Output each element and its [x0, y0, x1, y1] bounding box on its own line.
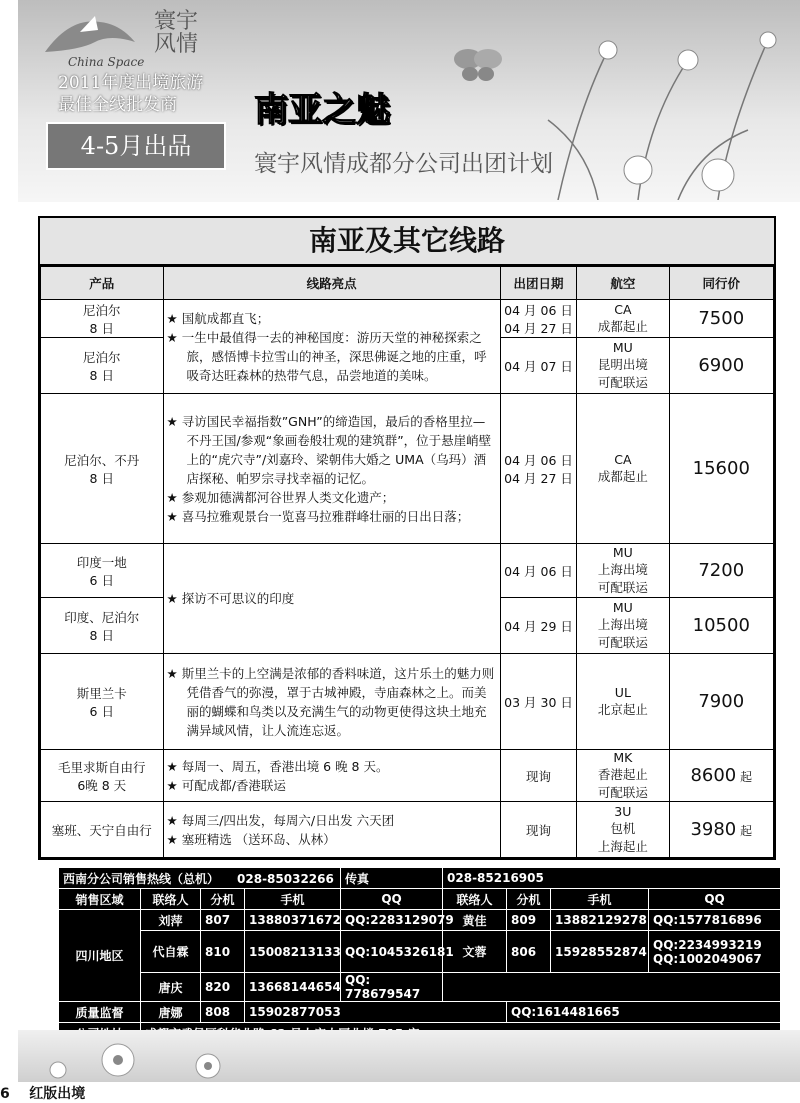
product-cell: 尼泊尔 8 日: [41, 300, 164, 338]
contact-grid: [58, 867, 781, 1044]
highlight-item: ★ 一生中最值得一去的神秘国度：游历天堂的神秘探索之旅，感悟博卡拉雪山的神圣，深思佛诞之地的庄重，呼吸奇达旺森林的热带气息，品尝地道的美味。: [166, 329, 487, 383]
contact-qq: QQ: 778679547: [341, 973, 443, 1002]
price-cell: 15600: [669, 394, 773, 544]
section-title: 南亚及其它线路: [40, 218, 774, 266]
contact-qq: QQ:1614481665: [507, 1002, 781, 1023]
product-cell: 印度、尼泊尔 8 日: [41, 598, 164, 654]
contact-ext: 806: [507, 931, 551, 973]
contact-col: 联络人: [443, 889, 507, 910]
footer-flowers-decoration: [18, 1030, 800, 1082]
qc-row: [59, 1002, 781, 1023]
contact-qq: QQ:2283129079: [341, 910, 443, 931]
contact-name: 代自霖: [141, 931, 201, 973]
contact-qq: QQ:1577816896: [649, 910, 781, 931]
dates-cell: 04 月 06 日: [500, 544, 576, 598]
airline-cell: MK 香港起止 可配联运: [577, 750, 669, 802]
price-cell: 7900: [669, 654, 773, 750]
contact-phone: 15008213133: [245, 931, 341, 973]
dates-cell: 现询: [500, 750, 576, 802]
contact-qq: QQ:1045326181: [341, 931, 443, 973]
dates-cell: 04 月 06 日 04 月 27 日: [500, 394, 576, 544]
dates-cell: 04 月 29 日: [500, 598, 576, 654]
highlights-cell: [163, 394, 500, 544]
contact-ext: 807: [201, 910, 245, 931]
highlight-item: ★ 喜马拉雅观景台一览喜马拉雅群峰壮丽的日出日落；: [166, 508, 470, 524]
price-cell: 6900: [669, 338, 773, 394]
contact-col: QQ: [341, 889, 443, 910]
contact-col: 分机: [201, 889, 245, 910]
dates-cell: 04 月 06 日 04 月 27 日: [500, 300, 576, 338]
col-dates: 出团日期: [500, 267, 576, 300]
airline-cell: MU 上海出境 可配联运: [577, 598, 669, 654]
contact-ext: 808: [201, 1002, 245, 1023]
highlight-item: ★ 参观加德满都河谷世界人类文化遗产；: [166, 489, 395, 505]
airline-cell: 3U 包机 上海起止: [577, 802, 669, 858]
routes-grid: [40, 266, 774, 858]
highlight-item: ★ 斯里兰卡的上空满是浓郁的香料味道，这片乐土的魅力则凭借香气的弥漫，罩于古城神殿，寺庙森林之上。而美丽的蝴蝶和鸟类以及充满生气的动物更使得这块土地充满异域风情，让人流连忘返。: [166, 665, 495, 738]
contact-ext: 810: [201, 931, 245, 973]
routes-table: [38, 216, 776, 860]
contact-phone: 15902877053: [245, 1002, 507, 1023]
region-cell: 四川地区: [59, 910, 141, 1002]
header-banner: [18, 0, 800, 202]
airline-cell: MU 上海出境 可配联运: [577, 544, 669, 598]
col-highlights: 线路亮点: [163, 267, 500, 300]
airline-cell: UL 北京起止: [577, 654, 669, 750]
contact-name: 唐庆: [141, 973, 201, 1002]
contact-phone: 13880371672: [245, 910, 341, 931]
highlight-item: ★ 可配成都/香港联运: [166, 777, 286, 793]
highlight-item: ★ 探访不可思议的印度: [166, 591, 295, 606]
col-price: 同行价: [669, 267, 773, 300]
contact-name: 刘萍: [141, 910, 201, 931]
page-title: 南亚之魅: [254, 90, 390, 130]
logo-chinese: 寰宇风情: [154, 9, 199, 57]
airline-cell: CA 成都起止: [577, 394, 669, 544]
dates-cell: 04 月 07 日: [500, 338, 576, 394]
table-row: [41, 750, 774, 802]
tagline-line-1: 2011年度出境旅游: [58, 73, 204, 93]
contact-col: 销售区域: [59, 889, 141, 910]
product-cell: 印度一地 6 日: [41, 544, 164, 598]
contact-header: [59, 889, 781, 910]
contact-col: 联络人: [141, 889, 201, 910]
qc-label: 质量监督: [59, 1002, 141, 1023]
product-cell: 毛里求斯自由行 6晚 8 天: [41, 750, 164, 802]
highlight-item: ★ 塞班精选 （送环岛、从林）: [166, 831, 336, 847]
contact-col: 手机: [245, 889, 341, 910]
contact-col: 分机: [507, 889, 551, 910]
highlight-item: ★ 每周一、周五，香港出境 6 晚 8 天。: [166, 758, 389, 774]
logo-horse-icon: [40, 12, 140, 56]
hotline-row: [59, 868, 781, 889]
table-row: [41, 300, 774, 338]
contact-qq: QQ:2234993219 QQ:1002049067: [649, 931, 781, 973]
price-cell: 3980 起: [669, 802, 773, 858]
table-row: [41, 394, 774, 544]
highlight-item: ★ 每周三/四出发，每周六/日出发 六天团: [166, 812, 395, 828]
product-cell: 尼泊尔、不丹 8 日: [41, 394, 164, 544]
contact-row: [59, 973, 781, 1002]
hotline-label-visible: 西南分公司销售热线（总机） 028-85032266: [59, 868, 341, 889]
contact-ext: 809: [507, 910, 551, 931]
highlights-cell: [163, 544, 500, 654]
tagline-line-2: 最佳全线批发商: [58, 95, 177, 115]
dates-cell: 现询: [500, 802, 576, 858]
contact-table: [58, 867, 780, 1044]
contact-name: 黄佳: [443, 910, 507, 931]
contact-phone: 13668144654: [245, 973, 341, 1002]
contact-ext: 820: [201, 973, 245, 1002]
highlight-item: ★ 寻访国民幸福指数”GNH”的缔造国，最后的香格里拉—不丹王国/参观“象画卷般壮观的建筑群”，位于悬崖峭壁上的“虎穴寺”/刘嘉玲、梁朝伟大婚之 UMA（乌玛）酒店探秘、帕罗宗寻找幸福的记忆。: [166, 413, 492, 486]
table-row: [41, 802, 774, 858]
price-cell: 10500: [669, 598, 773, 654]
fax-number: 028-85216905: [443, 868, 781, 889]
highlights-cell: [163, 654, 500, 750]
contact-col: 手机: [551, 889, 649, 910]
highlights-cell: [163, 802, 500, 858]
highlights-cell: [163, 750, 500, 802]
airline-cell: MU 昆明出境 可配联运: [577, 338, 669, 394]
page-subtitle: 寰宇风情成都分公司出团计划: [254, 151, 553, 177]
highlights-cell: [163, 300, 500, 394]
contact-name: 文蓉: [443, 931, 507, 973]
empty-cell: [443, 973, 781, 1002]
airline-cell: CA 成都起止: [577, 300, 669, 338]
contact-phone: 15928552874: [551, 931, 649, 973]
product-cell: 尼泊尔 8 日: [41, 338, 164, 394]
contact-row: [59, 931, 781, 973]
fax-label: 传真: [341, 868, 443, 889]
table-row: [41, 544, 774, 598]
issue-badge: 4-5月出品: [46, 122, 226, 170]
contact-row: [59, 910, 781, 931]
contact-phone: 13882129278: [551, 910, 649, 931]
dates-cell: 03 月 30 日: [500, 654, 576, 750]
contact-col: QQ: [649, 889, 781, 910]
butterfly-icon: [448, 44, 508, 84]
product-cell: 塞班、天宁自由行: [41, 802, 164, 858]
price-cell: 7500: [669, 300, 773, 338]
tagline: [58, 72, 203, 116]
flowers-decoration: [518, 10, 798, 200]
highlight-item: ★ 国航成都直飞；: [166, 310, 270, 326]
logo-english: China Space: [68, 55, 145, 69]
col-product: 产品: [41, 267, 164, 300]
daisy-icon: [18, 1030, 800, 1082]
price-cell: 7200: [669, 544, 773, 598]
product-cell: 斯里兰卡 6 日: [41, 654, 164, 750]
table-header: [41, 267, 774, 300]
price-cell: 8600 起: [669, 750, 773, 802]
contact-name: 唐娜: [141, 1002, 201, 1023]
col-airline: 航空: [577, 267, 669, 300]
page-footer: 6 红版出境: [0, 1086, 86, 1102]
table-row: [41, 654, 774, 750]
